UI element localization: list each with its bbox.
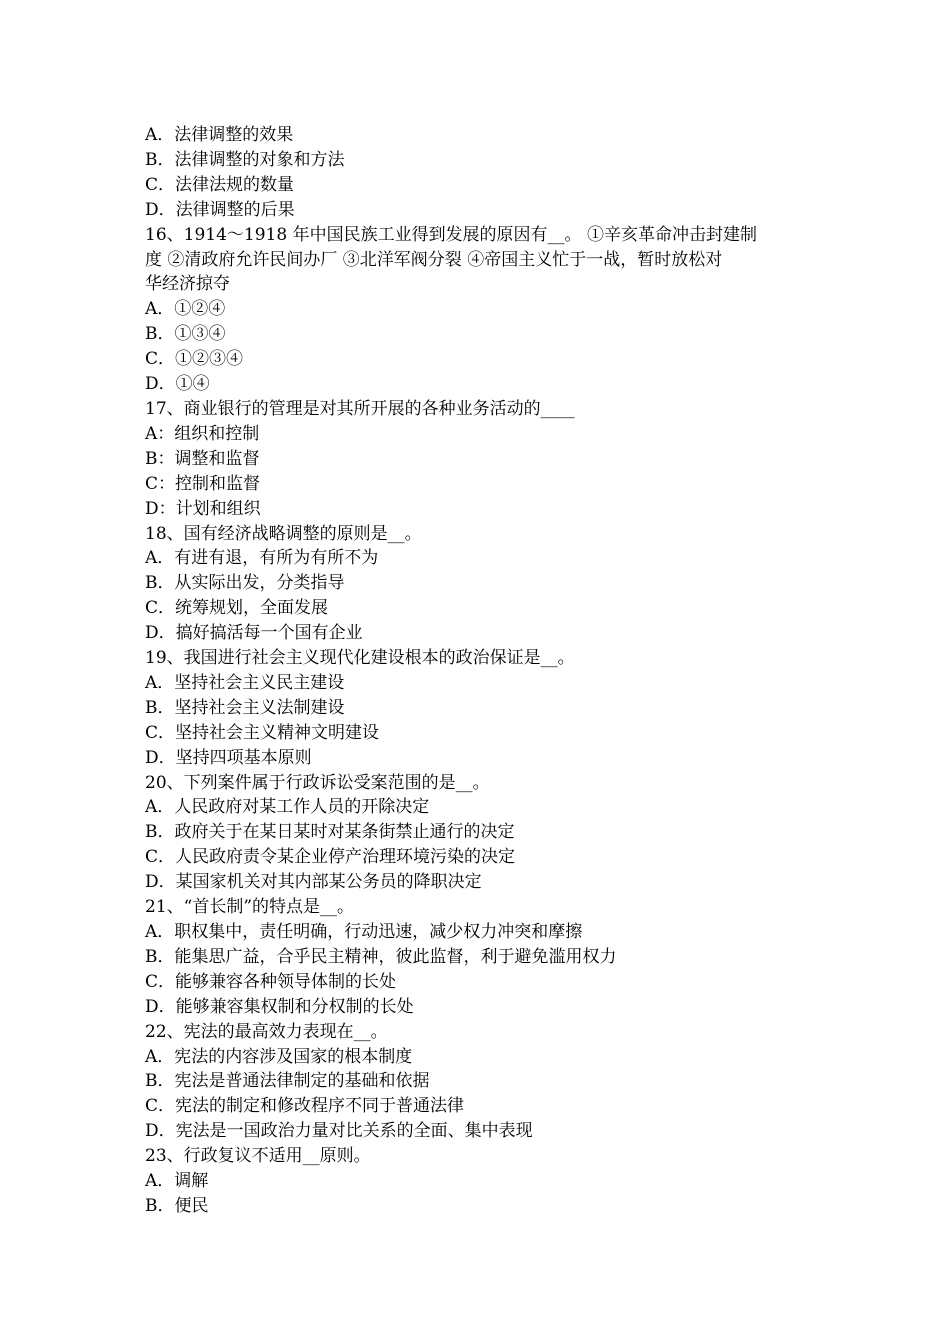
- question-23: 23、行政复议不适用__原则。: [145, 1146, 371, 1167]
- option-line: A．宪法的内容涉及国家的根本制度: [145, 1046, 413, 1067]
- question-17: 17、商业银行的管理是对其所开展的各种业务活动的____: [145, 398, 575, 419]
- question-16-line-2: 度 ②清政府允许民间办厂 ③北洋军阀分裂 ④帝国主义忙于一战，暂时放松对: [145, 249, 723, 270]
- option-line: B．①③④: [145, 324, 226, 345]
- option-line: C．坚持社会主义精神文明建设: [145, 722, 380, 743]
- option-line: D．能够兼容集权制和分权制的长处: [145, 996, 414, 1017]
- option-line: B．便民: [145, 1195, 209, 1216]
- question-16-line-1: 16、1914～1918 年中国民族工业得到发展的原因有__。 ①辛亥革命冲击封建制: [145, 224, 757, 245]
- option-line: A：组织和控制: [145, 423, 260, 444]
- option-line: A．人民政府对某工作人员的开除决定: [145, 797, 430, 818]
- question-18: 18、国有经济战略调整的原则是__。: [145, 523, 422, 544]
- option-line: C．人民政府责令某企业停产治理环境污染的决定: [145, 847, 516, 868]
- question-22: 22、宪法的最高效力表现在__。: [145, 1021, 388, 1042]
- option-line: D．法律调整的后果: [145, 199, 295, 220]
- option-line: C．能够兼容各种领导体制的长处: [145, 971, 397, 992]
- option-line: B．坚持社会主义法制建设: [145, 697, 345, 718]
- question-20: 20、下列案件属于行政诉讼受案范围的是__。: [145, 772, 490, 793]
- option-line: D：计划和组织: [145, 498, 261, 519]
- option-line: B．能集思广益，合乎民主精神，彼此监督，利于避免滥用权力: [145, 946, 617, 967]
- option-line: A．①②④: [145, 299, 226, 320]
- option-line: A．坚持社会主义民主建设: [145, 672, 345, 693]
- option-line: B：调整和监督: [145, 448, 260, 469]
- document-page: [145, 123, 813, 1219]
- option-line: D．搞好搞活每一个国有企业: [145, 623, 363, 644]
- option-line: D．某国家机关对其内部某公务员的降职决定: [145, 872, 482, 893]
- option-line: B．从实际出发，分类指导: [145, 573, 345, 594]
- question-21: 21、“首长制”的特点是__。: [145, 897, 355, 918]
- option-line: C．统筹规划，全面发展: [145, 598, 329, 619]
- option-line: A．调解: [145, 1171, 209, 1192]
- option-line: D．①④: [145, 374, 210, 395]
- option-line: C：控制和监督: [145, 473, 261, 494]
- option-line: C．宪法的制定和修改程序不同于普通法律: [145, 1096, 465, 1117]
- option-line: B．政府关于在某日某时对某条街禁止通行的决定: [145, 822, 515, 843]
- question-19: 19、我国进行社会主义现代化建设根本的政治保证是__。: [145, 648, 575, 669]
- option-line: D．宪法是一国政治力量对比关系的全面、集中表现: [145, 1121, 533, 1142]
- option-line: A．法律调整的效果: [145, 125, 294, 145]
- option-line: C．①②③④: [145, 349, 244, 370]
- option-line: A．职权集中，责任明确，行动迅速，减少权力冲突和摩擦: [145, 922, 583, 942]
- option-line: A．有进有退，有所为有所不为: [145, 548, 379, 569]
- question-16-line-3: 华经济掠夺: [145, 274, 230, 295]
- option-line: B．法律调整的对象和方法: [145, 149, 345, 170]
- option-line: D．坚持四项基本原则: [145, 747, 312, 768]
- option-line: B．宪法是普通法律制定的基础和依据: [145, 1071, 430, 1092]
- option-line: C．法律法规的数量: [145, 174, 295, 195]
